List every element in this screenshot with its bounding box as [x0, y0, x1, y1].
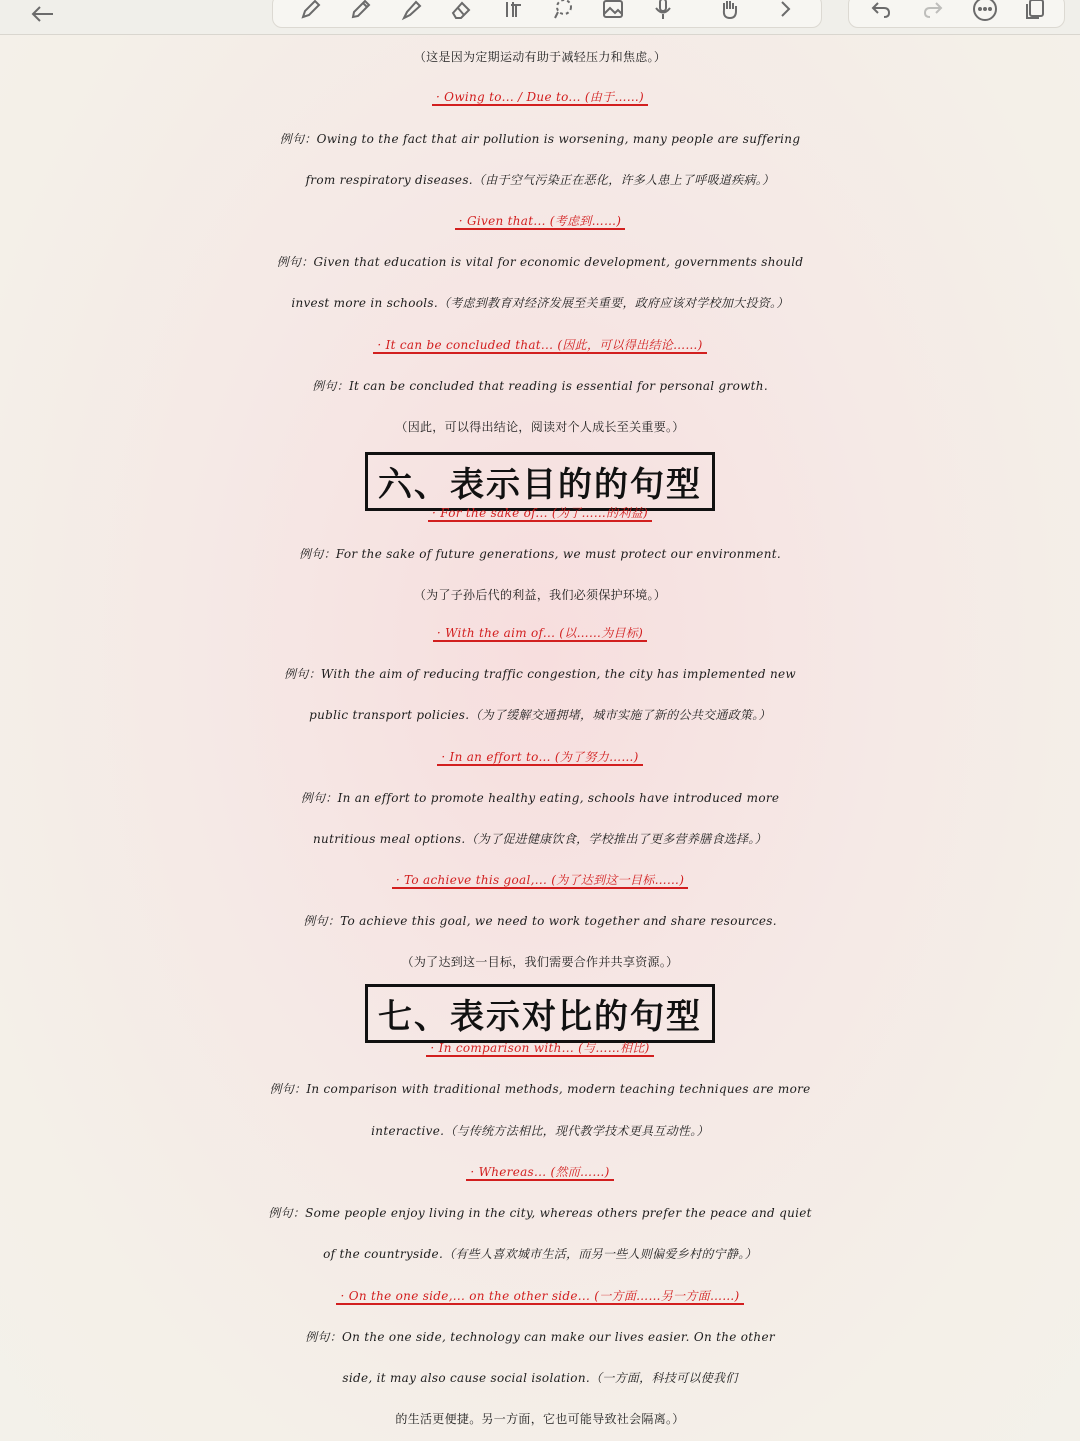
phrase-to-achieve-this-goal: · To achieve this goal,... (为了达到这一目标……) [0, 871, 1080, 888]
phrase-owing-to: · Owing to... / Due to... (由于……) [0, 88, 1080, 105]
phrase-in-an-effort-to: · In an effort to... (为了努力……) [0, 748, 1080, 765]
translation-line: （这是因为定期运动有助于减轻压力和焦虑。） [413, 50, 667, 64]
example-line: 例句：To achieve this goal, we need to work together and share resources. [303, 914, 777, 928]
undo-icon[interactable] [863, 0, 899, 23]
microphone-icon[interactable] [645, 0, 681, 23]
translation-line: 的生活更便捷。另一方面，它也可能导致社会隔离。） [395, 1412, 685, 1426]
eraser-icon[interactable] [443, 0, 479, 23]
example-line: 例句：For the sake of future generations, we must protect our environment. [299, 547, 781, 561]
translation-line: （为了子孙后代的利益，我们必须保护环境。） [413, 588, 667, 602]
example-line: public transport policies.（为了缓解交通拥堵，城市实施了新的公共交通政策。） [309, 708, 771, 722]
example-line: 例句：With the aim of reducing traffic congestion, the city has implemented new [284, 667, 796, 681]
example-line: from respiratory diseases.（由于空气污染正在恶化，许多人患上了呼吸道疾病。） [305, 173, 775, 187]
phrase-whereas: · Whereas... (然而……) [0, 1163, 1080, 1180]
pencil-icon[interactable] [343, 0, 379, 23]
pen-icon[interactable] [293, 0, 329, 23]
example-line: invest more in schools.（考虑到教育对经济发展至关重要，政府应该对学校加大投资。） [291, 296, 789, 310]
section-heading-purpose: 六、表示目的的句型 [0, 452, 1080, 511]
phrase-it-can-be-concluded: · It can be concluded that... (因此，可以得出结论……) [0, 336, 1080, 353]
text-icon[interactable] [495, 0, 531, 23]
example-line: 例句：In comparison with traditional methods, modern teaching techniques are more [269, 1082, 811, 1096]
back-arrow-icon[interactable] [22, 0, 62, 28]
example-line: interactive.（与传统方法相比，现代教学技术更具互动性。） [371, 1124, 709, 1138]
toolbar [0, 0, 1080, 35]
example-line: 例句：Owing to the fact that air pollution is worsening, many people are suffering [279, 132, 801, 146]
action-group [848, 0, 1065, 28]
example-line: side, it may also cause social isolation.（一方面，科技可以使我们 [342, 1371, 738, 1385]
phrase-given-that: · Given that... (考虑到……) [0, 212, 1080, 229]
example-line: 例句：Given that education is vital for economic development, governments should [276, 255, 804, 269]
phrase-in-comparison-with: · In comparison with... (与……相比) [0, 1039, 1080, 1056]
example-line: 例句：On the one side, technology can make our lives easier. On the other [305, 1330, 775, 1344]
example-line: of the countryside.（有些人喜欢城市生活，而另一些人则偏爱乡村的宁静。） [323, 1247, 757, 1261]
redo-icon[interactable] [915, 0, 951, 23]
chevron-right-icon[interactable] [767, 0, 803, 23]
hand-icon[interactable] [711, 0, 747, 23]
tool-group [272, 0, 822, 28]
lasso-icon[interactable] [545, 0, 581, 23]
translation-line: （因此，可以得出结论，阅读对个人成长至关重要。） [395, 420, 685, 434]
phrase-with-the-aim-of: · With the aim of... (以……为目标) [0, 624, 1080, 641]
example-line: 例句：It can be concluded that reading is essential for personal growth. [312, 379, 768, 393]
note-page[interactable] [0, 34, 1080, 1441]
translation-line: （为了达到这一目标，我们需要合作并共享资源。） [401, 955, 679, 969]
phrase-for-the-sake-of: · For the sake of... (为了……的利益) [0, 504, 1080, 521]
example-line: 例句：Some people enjoy living in the city, whereas others prefer the peace and quiet [268, 1206, 812, 1220]
section-heading-contrast: 七、表示对比的句型 [0, 984, 1080, 1043]
example-line: 例句：In an effort to promote healthy eating, schools have introduced more [300, 791, 780, 805]
highlighter-icon[interactable] [393, 0, 429, 23]
more-icon[interactable] [967, 0, 1003, 23]
phrase-on-the-one-side: · On the one side,... on the other side... (一方面……另一方面……) [0, 1287, 1080, 1304]
pages-icon[interactable] [1017, 0, 1053, 23]
image-icon[interactable] [595, 0, 631, 23]
example-line: nutritious meal options.（为了促进健康饮食，学校推出了更多营养膳食选择。） [313, 832, 767, 846]
